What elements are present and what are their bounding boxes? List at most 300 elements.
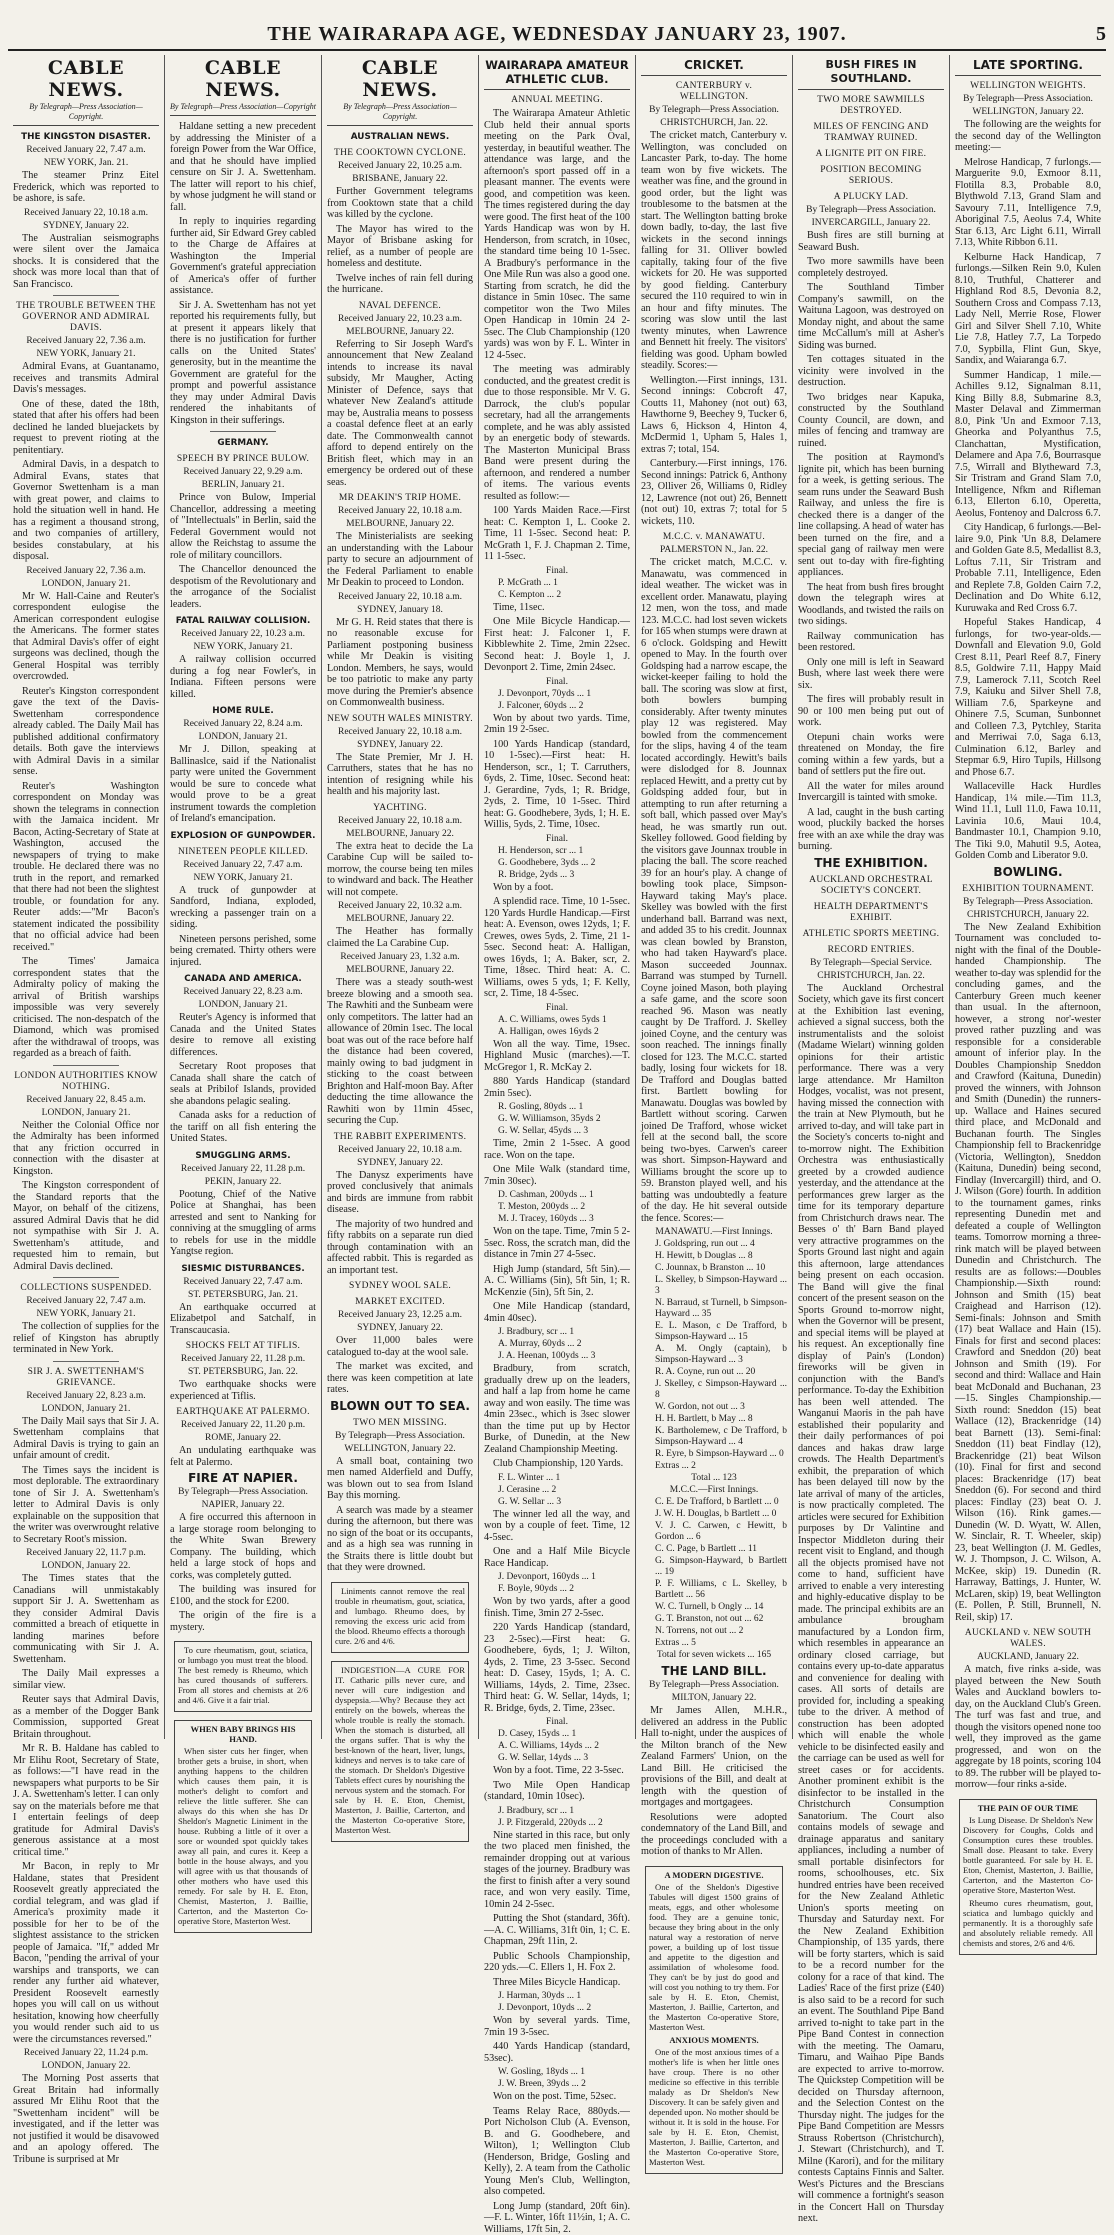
paragraph: The fires will probably result in 90 or 100 men being put out of work. bbox=[798, 694, 944, 729]
article-subheadline: MILES OF FENCING AND TRAMWAY RUINED. bbox=[798, 122, 944, 144]
paragraph: The Ministerialists are seeking an understanding with the Labour party to secure an adjournment of the Federal Parliament to enable Mr Deakin to proceed to London. bbox=[327, 531, 473, 589]
paragraph: The majority of two hundred and fifty rabbits on a separate run died through contamination with an affected rabbit. This is regarded as an important test. bbox=[327, 1219, 473, 1277]
paragraph: Reuter's Agency is informed that Canada and the United States desire to remove all existing differences. bbox=[170, 1012, 316, 1058]
dateline: MELBOURNE, January 22. bbox=[327, 519, 473, 530]
paragraph: Haldane setting a new precedent by addressing the Minister of a foreign Power from the War Office, and that he should have implied censure on Sir J. A. Swettenham. The latter will report to his chief, by whose judgment he will stand or fall. bbox=[170, 121, 316, 213]
paragraph: The Auckland Orchestral Society, which gave its first concert at the Exhibition last evening, achieved a signal success, both the instrumentalists and the soloist (Madame Wielart) winning golden opinions for their artistic performance. There was a very large attendance. Mr Hamilton Hodges, vocalist, was not present, having missed the connection with the train at New Plymouth, but he arrived to-day, and will take part in the Society's concerts to-night and to-morrow night. The Exhibition Orchestra was enthusiastically greeted by a crowded audience yesterday, and the attendance at the performances grew larger as the time for its temporary departure from Christchurch draws near. The Besses o' th' Barn Band played very attractive programmes on the Sports Ground last night and again this afternoon, large attendances being present on each occasion. The Band will give the final concert of the present season on the Sports Ground to-morrow night, when the Governor will be present, and special items will be played at his request. An exceptionally fine display of Pain's (London) fireworks will be given in conjunction with the Band's performance. To-day the Exhibition has been well attended. The Wanganui Maoris in the pah have established their popularity and their daily performances of poi dances and hakas draw large crowds. The Health Department's exhibit, the preparation of which has been delayed till now by the late arrival of many of the articles, is now practically completed. The articles were secured for Exhibition purposes by Dr Valintine and Inspector Middleton during their recent visit to England, and though all the objects promised have not come to hand, sufficient have arrived to enable a very interesting and highly-educative display to be made. The principal exhibits are an ambulance brougham manufactured by a London firm, which resembles in appearance an ordinary closed carriage, but contains every up-to-date apparatus and convenience for dealing with cases. All sorts of details are provided for, including a speaking tube to the driver. A method of construction has been adopted which will enable the whole vehicle to be disinfected easily and the carriage can be used as well for street cases or for accidents. Another prominent exhibit is the disinfector to be installed in the Christchurch Consumption Sanatorium. The Court also contains models of sewage and drainage apparatus and sanitary appliances, including a number of small portable disinfectors for rooms, schoolhouses, etc. Six hundred entries have been received for the New Zealand Athletic Union's sports meeting on Thursday and Saturday next. For the New Zealand Exhibition Championship, of 135 yards, there will be forty starters, which is said to be a record number for the colony for a race of that kind. The Ladies' Race of the first prize (£40) is also said to be a record for such an event. The Southland Pipe Band arrived to-night to take part in the Pipe Band Contest in connection with the meeting. The Oamaru, Timaru, and Waihao Pipe Bands are expected to arrive to-morrow. The Quickstep Competition will be decided on Thursday afternoon, and the Selection Contest on the Thursday night. The judges for the Pipe Band Competition are Messrs Strauss Robertson (Christchurch), J. Stewart (Christchurch), and T. Milne (Karori), and for the military contests Captains Finnis and Salter. West's Pictures and the Brescians will commence a fortnight's season in the Concert Hall on Thursday next. bbox=[798, 983, 944, 2225]
paragraph: Only one mill is left in Seaward Bush, where last week there were six. bbox=[798, 657, 944, 692]
dateline: NEW YORK, Jan. 21. bbox=[13, 158, 159, 169]
score-line: J. Skelley, c Simpson-Hayward ... 8 bbox=[655, 1379, 787, 1401]
paragraph: 220 Yards Handicap (standard, 23 2-5sec).—First heat: G. Goodhebere, 6yds, 1; J. Wilton, 4yds, 2. Time, 23 3-5sec. Second heat: D. Casey, 15yds, 1; A. C. Williams, 14yds, 2. Time, 23sec. Third heat: G. W. Sellar, 14yds, 1; R. Bridge, 6yds, 2. Time, 23sec. bbox=[484, 1622, 630, 1714]
paragraph: Reuter's Washington correspondent on Monday was shown the telegrams in connection with the Jamaica incident. Mr Bacon, Acting-Secretary of State at Washington, accused the newspapers of trying to make trouble. He declared there was no truth in the report, and remarked that there had not been the slightest trouble, or foundation for any. Reuter adds:—"Mr Bacon's statement indicated the possibility that no official advice had been received." bbox=[13, 781, 159, 954]
article-headline: THE KINGSTON DISASTER. bbox=[13, 132, 159, 143]
result-line: J. P. Fitzgerald, 220yds ... 2 bbox=[498, 1818, 630, 1829]
advertisement bbox=[331, 1661, 469, 1842]
paragraph: Admiral Evans, at Guantanamo, receives and transmits Admiral Davis's messages. bbox=[13, 361, 159, 396]
advertisement-heading: A MODERN DIGESTIVE. bbox=[649, 1870, 779, 1880]
paragraph: The steamer Prinz Eitel Frederick, which was reported to be ashore, is safe. bbox=[13, 170, 159, 205]
paragraph: The Australian seismographs were silent over the Jamaica shocks. It is considered that the shock was more local than that of San Francisco. bbox=[13, 233, 159, 291]
result-line: A. C. Williams, owes 5yds 1 bbox=[498, 1015, 630, 1026]
score-line: R. Eyre, b Simpson-Hayward ... 0 bbox=[655, 1449, 787, 1460]
paragraph: One Mile Handicap (standard, 4min 40sec). bbox=[484, 1301, 630, 1324]
paragraph: The extra heat to decide the La Carabine Cup will be sailed to-morrow, the course being ten miles to windward and back. The Heather will not compete. bbox=[327, 841, 473, 899]
advertisement-heading: ANXIOUS MOMENTS. bbox=[649, 2035, 779, 2045]
received-line: Received January 23, 12.25 a.m. bbox=[327, 1310, 473, 1321]
article-subheadline: A PLUCKY LAD. bbox=[798, 192, 944, 203]
paragraph: The New Zealand Exhibition Tournament was concluded to-night with the final of the Double-handed Championship. The weather to-day was splendid for the concluding games, and the Canterbury Green much keener than usual. In the afternoon, however, a strong nor'-wester proved rather puzzling and was responsible for a considerable amount of inferior play. In the Doubles Championship Sneddon and Crawford (Kaituna, Dunedin) proved the winners, with Johnson and Smith (Dunedin) the runners-up. Wallace and Haines secured third place, and McDonald and Buchanan fourth. The Singles Championship fell to Brackenridge (Victoria, Wellington), Sneddon (Kaituna, Dunedin) being second, Findlay (Invercargill) third, and O. J. Wilson (Gore) fourth. In addition to the tournament games, rinks representing Dunedin met and defeated a couple of Wellington teams. Tomorrow morning a three-rink match will be played between Dunedin and Christchurch. The results are as follows:—Doubles Championship.—Sixth round: Johnson and Smith (15) beat Craighead and Harrison (12). Semi-finals: Johnson and Smith (17) beat Wallace and Hain (15). Finals for first and second places: Crawford and Sneddon (20) beat Johnson and Smith (19). For second and third: Wallace and Hain beat McDonald and Buchanan, 23—15. Singles Championship.—Sixth round: Sneddon (15) beat Wallace (12), Brackenridge (14) beat Barnett (13). Semi-final: Sneddon (11) beat Findlay (12), Brackenridge (21) beat Wilson (10). Final for first and second places: Brackenridge (17) beat Sneddon (6). For second and third places: Findlay (23) beat O. J. Wilson (16). Rink games.—Dunedin (W. D. Wyatt, W. Allen, W. Sinclair, R. T. Wheeler, skip) 23, beat Wellington (J. M. Gedles, W. J. Thompson, J. C. Wilson, A. McKee, skip) 19. Dunedin (R. Harraway, Battings, J. Hunter, W. McLaren, skip) 19, beat Wellington (E. Pollen, P. Still, Brunnell, N. Reil, skip) 17. bbox=[955, 922, 1101, 1624]
dateline: NEW YORK, January 21. bbox=[170, 642, 316, 653]
paragraph: Bush fires are still burning at Seaward Bush. bbox=[798, 230, 944, 253]
score-line: Extras ... 5 bbox=[655, 1638, 787, 1649]
paragraph: Reuter says that Admiral Davis, as a member of the Dogger Bank Commission, supported Great Britain throughout. bbox=[13, 1694, 159, 1740]
paragraph: Time, 11sec. bbox=[484, 602, 630, 614]
result-line: J. A. Heenan, 100yds ... 3 bbox=[498, 1351, 630, 1362]
score-line: C. C. Page, b Bartlett ... 11 bbox=[655, 1544, 787, 1555]
article-subheadline: NAVAL DEFENCE. bbox=[327, 301, 473, 312]
dateline: SYDNEY, January 18. bbox=[327, 605, 473, 616]
paragraph: One Mile Bicycle Handicap.—First heat: J. Falconer 1, F. Kibblewhite 2. Time, 2min 22sec. Second heat: J. Boyle 1, J. Devonport 2. Time, 2min 24sec. bbox=[484, 616, 630, 674]
column-heading: CRICKET. bbox=[641, 58, 787, 76]
result-line: J. Devonport, 10yds ... 2 bbox=[498, 2003, 630, 2014]
article-headline: SIR J. A. SWETTENHAM'S GRIEVANCE. bbox=[13, 1367, 159, 1389]
paragraph: Wallaceville Hack Hurdles Handicap, 1¼ mile.—Tim 11.3, Wind 11.1, Lull 11.0, Fawa 10.11, Lavinia 10.6, Maui 10.4, Bandmaster 10.1, Champion 9.10, The Tiki 9.0, Mahutil 9.5, Aotea, Golden Comb and Liberator 9.0. bbox=[955, 781, 1101, 862]
innings-total: Total ... 123 bbox=[641, 1473, 787, 1484]
paragraph: Two earthquake shocks were experienced at Tiflis. bbox=[170, 1379, 316, 1402]
result-line: T. Meston, 200yds ... 2 bbox=[498, 1202, 630, 1213]
advertisement bbox=[174, 1641, 312, 1712]
received-line: Received January 22, 9.29 a.m. bbox=[170, 467, 316, 478]
byline: By Telegraph—Press Association—Copyright bbox=[170, 102, 316, 116]
article-subheadline: EXHIBITION TOURNAMENT. bbox=[955, 884, 1101, 895]
byline: By Telegraph—Press Association—Copyright. bbox=[327, 102, 473, 126]
paragraph: Time, 2min 2 1-5sec. A good race. Won on the tape. bbox=[484, 1138, 630, 1161]
article-subheadline: ATHLETIC SPORTS MEETING. bbox=[798, 929, 944, 940]
result-line: F. L. Winter ... 1 bbox=[498, 1473, 630, 1484]
result-line: J. W. Breen, 39yds ... 2 bbox=[498, 2079, 630, 2090]
divider bbox=[53, 1065, 119, 1066]
paragraph: Ten cottages situated in the vicinity were involved in the destruction. bbox=[798, 354, 944, 389]
dateline: MELBOURNE, January 22. bbox=[327, 829, 473, 840]
dateline: WELLINGTON, January 22. bbox=[327, 1444, 473, 1455]
paragraph: The cricket match, M.C.C. v. Manawatu, was commenced in ideal weather. The wicket was in excellent order. Manawatu, playing 12 men, won the toss, and made 123. M.C.C. had lost seven wickets for 165 when stumps were drawn at 6 o'clock. Goldsping and Hewitt opened to May. In the fourth over Goldsping had a narrow escape, the wicket-keeper failing to hold the ball. The scoring was slow at first, both bowlers bumping considerably. After twenty minutes play 12 was registered. May bowled from the commencement for the slips, having 4 of the team located accordingly. Hewitt's bails were dislodged for 8. Jounnax replaced Hewitt, and a pretty cut by Goldsping added four, but in attempting to run after returning a soft ball, which passed over May's head, he was smartly run out. Skelley followed. Good fielding by the visitors gave Jounnax trouble in placing the ball. The score reached 39 for an hour's play. A change of bowling took place, Simpson-Hayward taking May's place. Skelley was bowled with the first underhand ball. Barrand was next, and added 35 to his credit. Jounnax was clean bowled by Branston, who had taken Hayward's place. Mason succeeded Jounnax. Barrand was stumped by Turnell. Coyne joined Mason, both playing a safe game, and the score soon reached 96. Mason was neatly caught by De Trafford. J. Skelley joined Coyne, and the century was soon reached. The innings finally closed for 123. The M.C.C. started badly, losing four wickets for 18. De Trafford and Douglas batted first. Bartlett bowling for Manawatu. Douglas was bowled by Bartlett without scoring. Carwen joined De Trafford, whose wicket fell at the second ball, the score being two-byes. Carwen's career was short. Simpson-Hayward and Williams brought the score up to 59. Branston played well, and his batting was undoubtedly a feature of the day. He hit several outside the fence. Scores:— bbox=[641, 557, 787, 1224]
article-headline: HOME RULE. bbox=[170, 706, 316, 717]
result-line: G. W. Williamson, 35yds 2 bbox=[498, 1114, 630, 1125]
paragraph: Over 11,000 bales were catalogued to-day at the wool sale. bbox=[327, 1335, 473, 1358]
paragraph: Twelve inches of rain fell during the hurricane. bbox=[327, 273, 473, 296]
column-3 bbox=[322, 55, 479, 1739]
paragraph: The Daily Mail says that Sir J. A. Swettenham complains that Admiral Davis is trying to gain an unfair amount of credit. bbox=[13, 1416, 159, 1462]
paragraph: The Wairarapa Amateur Athletic Club held their annual sports meeting on the Park Oval, yesterday, in beautiful weather. The attendance was large, and the afternoon's sport passed off in a pleasant manner. The events were good, and competition was keen. The times registered during the day were good. The first heat of the 100 Yards Handicap was won by H. Henderson, from scratch, in 10sec, the standard time being 10 1-5sec. A Bradbury's performance in the One Mile Run was also a good one. Starting from scratch, he did the distance in 5min 10sec. The same competitor won the Two Miles Open Handicap in 10min 24 2-5sec. The Club Championship (120 yards) was won by F. L. Winter in 12 4-5sec. bbox=[484, 108, 630, 361]
result-line: P. McGrath ... 1 bbox=[498, 578, 630, 589]
column-4 bbox=[479, 55, 636, 1739]
received-line: Received January 22, 7.47 a.m. bbox=[170, 1277, 316, 1288]
article-headline: FATAL RAILWAY COLLISION. bbox=[170, 616, 316, 627]
article-headline: CANADA AND AMERICA. bbox=[170, 974, 316, 985]
paragraph: 440 Yards Handicap (standard, 53sec). bbox=[484, 2041, 630, 2064]
final-label: Final. bbox=[484, 1003, 630, 1014]
masthead bbox=[8, 6, 1106, 51]
result-line: C. Kempton ... 2 bbox=[498, 590, 630, 601]
paragraph: The origin of the fire is a mystery. bbox=[170, 1610, 316, 1633]
advertisement-heading: WHEN BABY BRINGS HIS HAND. bbox=[178, 1724, 308, 1744]
dateline: LONDON, January 21. bbox=[170, 732, 316, 743]
article-subheadline: POSITION BECOMING SERIOUS. bbox=[798, 165, 944, 187]
dateline: BRISBANE, January 22. bbox=[327, 174, 473, 185]
byline: By Telegraph—Press Association. bbox=[798, 205, 944, 216]
article-subheadline: MARKET EXCITED. bbox=[327, 1297, 473, 1308]
dateline: WELLINGTON, January 22. bbox=[955, 107, 1101, 118]
dateline: NEW YORK, January 21. bbox=[13, 1309, 159, 1320]
dateline: LONDON, January 21. bbox=[170, 1000, 316, 1011]
paragraph: The Chancellor denounced the despotism of the Revolutionary and the arrogance of the Socialist leaders. bbox=[170, 564, 316, 610]
paragraph: An undulating earthquake was felt at Palermo. bbox=[170, 1445, 316, 1468]
result-line: J. Bradbury, scr ... 1 bbox=[498, 1327, 630, 1338]
advertisement-heading: THE PAIN OF OUR TIME bbox=[963, 1803, 1093, 1813]
byline: By Telegraph—Press Association. bbox=[955, 94, 1101, 105]
paragraph: Won by about two yards. Time, 2min 19 2-5sec. bbox=[484, 713, 630, 736]
column-heading: CABLE NEWS. bbox=[170, 57, 316, 101]
paragraph: Won on the tape. Time, 7min 5 2-5sec. Ross, the scratch man, did the distance in 7min 27 4-5sec. bbox=[484, 1226, 630, 1261]
article-subheadline: NEW SOUTH WALES MINISTRY. bbox=[327, 714, 473, 725]
paragraph: The market was excited, and there was keen competition at late rates. bbox=[327, 1361, 473, 1396]
paragraph: The cricket match, Canterbury v. Wellington, was concluded on Lancaster Park, to-day. The home team won by five wickets. The weather was fine, and the ground in good order, but the light was troublesome to the batsmen at the start. The Wellington batting broke down badly, to-day, the last five wickets in the second innings falling for 31. Olliver bowled capitally, taking four of the five wickets for 20. He was supported by good fielding. Canterbury secured the 110 required to win in an hour and fifty minutes. The scoring was slow until the last twenty minutes, when Lawrence and Bennett hit freely. The visitors' fielding was good. Upham bowled steadily. Scores:— bbox=[641, 130, 787, 372]
dateline: ST. PETERSBURG, Jan. 21. bbox=[170, 1290, 316, 1301]
article-headline: SMUGGLING ARMS. bbox=[170, 1151, 316, 1162]
article-headline: FIRE AT NAPIER. bbox=[170, 1471, 316, 1485]
divider bbox=[53, 1361, 119, 1362]
received-line: Received January 22, 10.23 a.m. bbox=[327, 314, 473, 325]
received-line: Received January 22, 8.23 a.m. bbox=[13, 1391, 159, 1402]
paragraph: 100 Yards Handicap (standard, 10 1-5sec).—First heat: H. Henderson, scr., 1; T. Carruthers, 6yds, 2. Time, 10sec. Second heat: J. Gerardine, 7yds, 1; R. Bridge, 2yds, 2. Time, 10 1-5sec. Third heat: G. Goodhebere, 3yds, 1; H. E. Willis, 5yds, 2. Time, 10sec. bbox=[484, 739, 630, 831]
paragraph: Canada asks for a reduction of the tariff on all fish entering the United States. bbox=[170, 1110, 316, 1145]
paragraph: One Mile Walk (standard time, 7min 30sec). bbox=[484, 1164, 630, 1187]
advertisement-text: When sister cuts her finger, when brother gets a bruise, in short, when anything happens to the children which causes them pain, it is mother's delight to comfort and relieve the little sufferer. She can always do this when she has Dr Sheldon's Magnetic Liniment in the house. Rubbing a little of it over a sore or wounded spot quickly takes away all pain, and cures it. Keep a bottle in the house always, and you will agree with us that thousands of other mothers who have used this remedy. For sale by H. E. Eton, Chemist, Masterton, J. Baillie, Carterton, and the Masterton Co-operative Store, Masterton West. bbox=[178, 1746, 308, 1926]
final-label: Final. bbox=[484, 677, 630, 688]
score-line: A. M. Ongly (captain), b Simpson-Hayward ... 3 bbox=[655, 1344, 787, 1366]
byline: By Telegraph—Press Association. bbox=[641, 1680, 787, 1691]
article-headline: AUSTRALIAN NEWS. bbox=[327, 132, 473, 143]
paragraph: The Daily Mail expresses a similar view. bbox=[13, 1668, 159, 1691]
paragraph: Sir J. A. Swettenham has not yet reported his requirements fully, but at present it appears likely that there is no justification for further calls on the United States' generosity, but in the meantime the Government are grateful for the prompt and powerful assistance they may under Admiral Davis rendered the inhabitants of Kingston in their sufferings. bbox=[170, 300, 316, 427]
received-line: Received January 22, 10.18 a.m. bbox=[327, 1145, 473, 1156]
paragraph: The Times says the incident is most deplorable. The extraordinary tone of Sir J. A. Swettenham's letter to Admiral Davis is only explainable on the supposition that the writer was overwrought relative to Secretary Root's mission. bbox=[13, 1465, 159, 1546]
divider bbox=[53, 295, 119, 296]
paragraph: The meeting was admirably conducted, and the greatest credit is due to those responsible. Mr V. G. Darrock, the club's popular secretary, had all the arrangements complete, and he was ably assisted by an energetic body of stewards. The Masterton Municipal Brass Band were present during the afternoon, and rendered a number of items. The various events resulted as follow:— bbox=[484, 364, 630, 502]
result-line: D. Cashman, 200yds ... 1 bbox=[498, 1190, 630, 1201]
paragraph: Won by several yards. Time, 7min 19 3-5sec. bbox=[484, 2015, 630, 2038]
paragraph: Admiral Davis, in a despatch to Admiral Evans, states that Governor Swettenham is a man with great power, and claims to hold the situation well in hand. He has a regiment a thousand strong, and two companies of artillery, besides constabulary, at his disposal. bbox=[13, 459, 159, 563]
paragraph: Won all the way. Time, 19sec. Highland Music (marches).—T. McGregor 1, R. McKay 2. bbox=[484, 1039, 630, 1074]
received-line: Received January 22, 10.18 a.m. bbox=[327, 592, 473, 603]
advertisement-text: Rheumo cures rheumatism, gout, sciatica and lumbago quickly and permanently. It is a thoroughly safe and absolutely reliable remedy. All chemists and stores, 2/6 and 4/6. bbox=[963, 1898, 1093, 1948]
received-line: Received January 22, 7.47 a.m. bbox=[13, 145, 159, 156]
received-line: Received January 22, 8.45 a.m. bbox=[13, 1095, 159, 1106]
score-line: W. Gordon, not out ... 3 bbox=[655, 1402, 787, 1413]
result-line: M. J. Tracey, 160yds ... 3 bbox=[498, 1214, 630, 1225]
article-headline: THE TROUBLE BETWEEN THE GOVERNOR AND ADMIRAL DAVIS. bbox=[13, 301, 159, 334]
paragraph: Teams Relay Race, 880yds.—Port Nicholson Club (A. Evenson, B. and G. Goodhebere, and Wilton), 1; Wellington Club (Henderson, Bridge, Gosling and Kelly), 2. A team from the Catholic Young Men's Club, Wellington, also competed. bbox=[484, 2106, 630, 2198]
received-line: Received January 22, 8.24 a.m. bbox=[170, 719, 316, 730]
paragraph: Summer Handicap, 1 mile.—Achilles 9.12, Signalman 8.11, King Billy 8.8, Submarine 8.3, Master Delaval and Zimmerman 8.0, Pink 'Un and Exmoor 7.13, Gheorka and Polyanthus 7.5, Clanchattan, Mystification, Delamere and Apa 7.6, Bourrasque 7.5, Wirrall and Blytheward 7.3, Sir Tristram and Grand Slam 7.0, Intelligence, Nfkm and Rifleman 6.13, Ellerton 6.10, Operetta, Aeolus, Fontenoy and Dalcross 6.7. bbox=[955, 370, 1101, 520]
article-subheadline: SHOCKS FELT AT TIFLIS. bbox=[170, 1341, 316, 1352]
final-label: Final. bbox=[484, 566, 630, 577]
column-heading: BUSH FIRES IN SOUTHLAND. bbox=[798, 58, 944, 90]
article-headline: THE EXHIBITION. bbox=[798, 856, 944, 870]
paragraph: Further Government telegrams from Cooktown state that a child was killed by the cyclone. bbox=[327, 186, 473, 221]
newspaper-title: THE WAIRARAPA AGE, WEDNESDAY JANUARY 23, 1907. bbox=[38, 23, 1076, 46]
dateline: AUCKLAND, January 22. bbox=[955, 1652, 1101, 1663]
dateline: NEW YORK, January 21. bbox=[13, 349, 159, 360]
article-headline: EXPLOSION OF GUNPOWDER. bbox=[170, 831, 316, 842]
article-subheadline: TWO MEN MISSING. bbox=[327, 1418, 473, 1429]
column-heading: CABLE NEWS. bbox=[13, 57, 159, 101]
paragraph: A small boat, containing two men named Alderfield and Duffy, was blown out to sea from Island Bay this morning. bbox=[327, 1456, 473, 1502]
score-line: L. Skelley, b Simpson-Hayward ... 3 bbox=[655, 1275, 787, 1297]
article-subheadline: SPEECH BY PRINCE BULOW. bbox=[170, 454, 316, 465]
result-line: G. W. Sellar ... 3 bbox=[498, 1497, 630, 1508]
dateline: SYDNEY, January 22. bbox=[327, 1323, 473, 1334]
dateline: SYDNEY, January 22. bbox=[13, 221, 159, 232]
byline: By Telegraph—Special Service. bbox=[798, 958, 944, 969]
dateline: SYDNEY, January 22. bbox=[327, 1158, 473, 1169]
paragraph: Melrose Handicap, 7 furlongs.—Marguerite 9.0, Exmoor 8.11, Flotilla 8.3, Probable 8.0, Blythwold 7.13, Grand Slam and Savoury 7.11, Intelligence 7.9, Aboriginal 7.5, Aeolus 7.4, White Star 6.13, Arc Light 6.11, Wirrall 7.13, White Ribbon 6.11. bbox=[955, 157, 1101, 249]
score-line: K. Bartholemew, c De Trafford, b Simpson-Hayward ... 4 bbox=[655, 1426, 787, 1448]
result-line: A. Halligan, owes 16yds 2 bbox=[498, 1027, 630, 1038]
received-line: Received January 22, 11.7 p.m. bbox=[13, 1548, 159, 1559]
article-headline: LONDON AUTHORITIES KNOW NOTHING. bbox=[13, 1071, 159, 1093]
column-heading: LATE SPORTING. bbox=[955, 58, 1101, 76]
paragraph: One and a Half Mile Bicycle Race Handicap. bbox=[484, 1546, 630, 1569]
advertisement bbox=[331, 1582, 469, 1653]
received-line: Received January 22, 10.23 a.m. bbox=[170, 629, 316, 640]
paragraph: Resolutions were adopted condemnatory of the Land Bill, and the proceedings concluded with a motion of thanks to Mr Allen. bbox=[641, 1812, 787, 1858]
received-line: Received January 22, 10.18 a.m. bbox=[13, 208, 159, 219]
received-line: Received January 22, 11.20 p.m. bbox=[170, 1420, 316, 1431]
final-label: Final. bbox=[484, 834, 630, 845]
paragraph: The Danysz experiments have proved conclusively that animals and birds are immune from rabbit disease. bbox=[327, 1170, 473, 1216]
paragraph: Long Jump (standard, 20ft 6in).—F. L. Winter, 16ft 11½in, 1; A. C. Williams, 17ft 5in, 2. bbox=[484, 2201, 630, 2235]
paragraph: A railway collision occurred during a fog near Fowler's, in Indiana. Fifteen persons were killed. bbox=[170, 654, 316, 700]
paragraph: 100 Yards Maiden Race.—First heat: C. Kempton 1, L. Cooke 2. Time, 11 1-5sec. Second heat: P. McGrath 1, F. J. Chapman 2. Time, 11 1-5sec. bbox=[484, 505, 630, 563]
paragraph: The Times' Jamaica correspondent states that the Admiralty policy of making the arrival of British warships impossible was very severely criticised. The non-despatch of the Diamond, which was promised after the withdrawal of troops, was regarded as a breach of faith. bbox=[13, 956, 159, 1060]
result-line: D. Casey, 15yds ... 1 bbox=[498, 1729, 630, 1740]
score-line: H. Hewitt, b Douglas ... 8 bbox=[655, 1251, 787, 1262]
dateline: SYDNEY, January 22. bbox=[327, 740, 473, 751]
score-line: H. H. Bartlett, b May ... 8 bbox=[655, 1414, 787, 1425]
paragraph: There was a steady south-west breeze blowing and a smooth sea. The Rawhiti and the Sunbeam were only competitors. The latter had an allowance of 20min 1sec. The local boat was out of the race before half the distance had been covered, mainly owing to bad judgment in sticking to the coast between Brighton and Half-moon Bay. After deducting the time allowance the Rawhiti won by 11min 45sec, securing the Cup. bbox=[327, 977, 473, 1127]
paragraph: Mr W. Hall-Caine and Reuter's correspondent eulogise the American correspondent eulogise the Americans. The former states that Admiral Davis's offer of eight surgeons was declined, though the General Hospital was terribly overcrowded. bbox=[13, 591, 159, 683]
article-subheadline: ANNUAL MEETING. bbox=[484, 95, 630, 106]
article-subheadline: AUCKLAND v. NEW SOUTH WALES. bbox=[955, 1628, 1101, 1650]
paragraph: Wellington.—First innings, 131. Second innings: Cobcroft 47, Coutts 11, Mahoney (not out) 63, Hawthorne 9, Beechey 9, Tucker 6, Laws 6, Hickson 4, Hinton 4, McDermid 1, Upham 5, Hales 1, extras 7; total, 154. bbox=[641, 375, 787, 456]
dateline: CHRISTCHURCH, Jan. 22. bbox=[798, 971, 944, 982]
innings-heading: MANAWATU.—First Innings. bbox=[641, 1227, 787, 1238]
paragraph: Three Miles Bicycle Handicap. bbox=[484, 1977, 630, 1989]
column-2 bbox=[165, 55, 322, 1739]
received-line: Received January 22, 11.24 p.m. bbox=[13, 2048, 159, 2059]
score-line: W. C. Turnell, b Ongly ... 14 bbox=[655, 1602, 787, 1613]
paragraph: All the water for miles around Invercargill is tainted with smoke. bbox=[798, 781, 944, 804]
result-line: A. Murray, 60yds ... 2 bbox=[498, 1339, 630, 1350]
paragraph: The heat from bush fires brought down the telegraph wires at Woodlands, and twisted the rails on two sidings. bbox=[798, 582, 944, 628]
article-subheadline: WELLINGTON WEIGHTS. bbox=[955, 81, 1101, 92]
paragraph: Mr G. H. Reid states that there is no reasonable excuse for Parliament postponing business while Mr Deakin is visiting London. Members, he says, would be too patriotic to make any party move during the Premier's absence on Commonwealth business. bbox=[327, 617, 473, 709]
paragraph: An earthquake occurred at Elizabetpol and Satchalf, in Transcaucasia. bbox=[170, 1302, 316, 1337]
dateline: CHRISTCHURCH, January 22. bbox=[955, 910, 1101, 921]
paragraph: City Handicap, 6 furlongs.—Bel-laire 9.0, Pink 'Un 8.8, Delamere and Golden Gate 8.5, Medallist 8.3, Loftus 7.11, Sir Tristram and Probable 7.11, Intelligence, Eden and Replete 7.8, Golden Cairn 7.2, Declination and Do White 6.12, Kuruwaka and Red Cross 6.7. bbox=[955, 522, 1101, 614]
article-subheadline: TWO MORE SAWMILLS DESTROYED. bbox=[798, 95, 944, 117]
paragraph: Nineteen persons perished, some being cremated. Thirty others were injured. bbox=[170, 934, 316, 969]
score-line: N. Torrens, not out ... 2 bbox=[655, 1626, 787, 1637]
paragraph: Mr J. Dillon, speaking at Ballinaslce, said if the Nationalist party were united the Government would be sure to concede what would prove to be a great instrument towards the completion of Ireland's emancipation. bbox=[170, 744, 316, 825]
divider bbox=[53, 1277, 119, 1278]
article-subheadline: AUCKLAND ORCHESTRAL SOCIETY'S CONCERT. bbox=[798, 875, 944, 897]
paragraph: Public Schools Championship, 220 yds.—C. Ellers 1, H. Fox 2. bbox=[484, 1951, 630, 1974]
byline: By Telegraph—Press Association. bbox=[170, 1487, 316, 1498]
received-line: Received January 22, 11.28 p.m. bbox=[170, 1164, 316, 1175]
received-line: Received January 22, 7.47 a.m. bbox=[170, 860, 316, 871]
paragraph: High Jump (standard, 5ft 5in).—A. C. Williams (5in), 5ft 5in, 1; R. McKenzie (5in), 5ft 5in, 2. bbox=[484, 1264, 630, 1299]
result-line: W. Gosling, 18yds ... 1 bbox=[498, 2067, 630, 2078]
advertisement bbox=[959, 1799, 1097, 1955]
paragraph: A search was made by a steamer during the afternoon, but there was no sign of the boat or its occupants, and as a high sea was running in the Straits there is little doubt but that they were drowned. bbox=[327, 1505, 473, 1574]
article-subheadline: M.C.C. v. MANAWATU. bbox=[641, 532, 787, 543]
dateline: MELBOURNE, January 22. bbox=[327, 965, 473, 976]
paragraph: Mr Bacon, in reply to Mr Haldane, states that President Roosevelt greatly appreciated the cordial telegram, and was glad if America's proximity made it possible for her to be of the slightest assistance to the stricken people of Jamaica. "If," added Mr Bacon, "pending the arrival of your warships and transports, we can render any further aid whatever, President Roosevelt earnestly hopes you will call on us without hesitation, knowing how cheerfully you would render such aid to us were the circumstances reversed." bbox=[13, 1861, 159, 2045]
divider bbox=[210, 431, 276, 432]
dateline: LONDON, January 22. bbox=[13, 1561, 159, 1572]
result-line: J. Devonport, 160yds ... 1 bbox=[498, 1572, 630, 1583]
advertisement bbox=[645, 1866, 783, 2174]
paragraph: Two Mile Open Handicap (standard, 10min 10sec). bbox=[484, 1780, 630, 1803]
result-line: F. Boyle, 90yds ... 2 bbox=[498, 1584, 630, 1595]
result-line: R. Bridge, 2yds ... 3 bbox=[498, 870, 630, 881]
dateline: LONDON, January 21. bbox=[13, 1108, 159, 1119]
paragraph: Mr James Allen, M.H.R., delivered an address in the Public Hall to-night, under the auspices of the Milton branch of the New Zealand Farmers' Union, on the Land Bill. He criticised the provisions of the Bill, and dealt at length with the question of mortgages and mortgagees. bbox=[641, 1705, 787, 1809]
article-headline: THE LAND BILL. bbox=[641, 1664, 787, 1678]
advertisement-text: One of the most anxious times of a mother's life is when her little ones have croup. There is no other medicine so effective in this terrible malady as Dr Sheldon's New Discovery. It can be safely given and depended upon. No mother should be without it. It is sold in the house. For sale by H. E. Eton, Chemist, Masterton, J. Baillie, Carterton, and the Masterton Co-operative Store, Masterton West. bbox=[649, 2047, 779, 2167]
paragraph: Won by a foot. bbox=[484, 882, 630, 894]
advertisement bbox=[174, 1720, 312, 1933]
article-subheadline: A LIGNITE PIT ON FIRE. bbox=[798, 149, 944, 160]
paragraph: Two bridges near Kapuka, constructed by the Southland County Council, are down, and miles of fencing and tramway are ruined. bbox=[798, 392, 944, 450]
dateline: BERLIN, January 21. bbox=[170, 480, 316, 491]
score-line: R. A. Coyne, run out ... 20 bbox=[655, 1367, 787, 1378]
result-line: J. Harman, 30yds ... 1 bbox=[498, 1991, 630, 2002]
dateline: LONDON, January 21. bbox=[13, 579, 159, 590]
advertisement-text: Liniments cannot remove the real trouble in rheumatism, gout, sciatica, and lumbago. Rheumo does, by removing the excess uric acid from the blood. Rheumo effects a thorough cure. 2/6 and 4/6. bbox=[335, 1586, 465, 1646]
article-subheadline: THE RABBIT EXPERIMENTS. bbox=[327, 1132, 473, 1143]
received-line: Received January 22, 10.18 a.m. bbox=[327, 727, 473, 738]
article-headline: SIESMIC DISTURBANCES. bbox=[170, 1264, 316, 1275]
paragraph: Railway communication has been restored. bbox=[798, 631, 944, 654]
paragraph: The following are the weights for the second day of the Wellington meeting:— bbox=[955, 119, 1101, 154]
received-line: Received January 22, 7.47 a.m. bbox=[13, 1296, 159, 1307]
score-line: Extras ... 2 bbox=[655, 1461, 787, 1472]
article-subheadline: SYDNEY WOOL SALE. bbox=[327, 1281, 473, 1292]
dateline: MELBOURNE, January 22. bbox=[327, 327, 473, 338]
received-line: Received January 22, 11.28 p.m. bbox=[170, 1354, 316, 1365]
dateline: MELBOURNE, January 22. bbox=[327, 914, 473, 925]
dateline: PALMERSTON N., Jan. 22. bbox=[641, 545, 787, 556]
article-subheadline: EARTHQUAKE AT PALERMO. bbox=[170, 1407, 316, 1418]
article-subheadline: CANTERBURY v. WELLINGTON. bbox=[641, 81, 787, 103]
paragraph: Prince von Bulow, Imperial Chancellor, addressing a meeting of "Intellectuals" in Berlin, said the Federal Government would not allow the Reichstag to assume the role of military councillors. bbox=[170, 492, 316, 561]
received-line: Received January 22, 10.18 a.m. bbox=[327, 506, 473, 517]
result-line: J. Falconer, 60yds ... 2 bbox=[498, 701, 630, 712]
page-number: 5 bbox=[1076, 23, 1106, 46]
result-line: J. Devonport, 70yds ... 1 bbox=[498, 689, 630, 700]
received-line: Received January 22, 10.18 a.m. bbox=[327, 816, 473, 827]
result-line: J. Cerasine ... 2 bbox=[498, 1485, 630, 1496]
dateline: NAPIER, January 22. bbox=[170, 1500, 316, 1511]
paragraph: The State Premier, Mr J. H. Carruthers, states that he has no intention of resigning while his health and his majority last. bbox=[327, 752, 473, 798]
score-line: V. J. C. Carwen, c Hewitt, b Gordon ... 6 bbox=[655, 1521, 787, 1543]
column-heading: WAIRARAPA AMATEUR ATHLETIC CLUB. bbox=[484, 58, 630, 90]
paragraph: Referring to Sir Joseph Ward's announcement that New Zealand intends to increase its naval subsidy, Mr Maugher, Acting Minister of Defence, says that whatever New Zealand's attitude may be, Australia means to possess a coastal defence fleet at an early date. The Commonwealth cannot afford to depend entirely on the British fleet, which may in an emergency be ordered out of these seas. bbox=[327, 339, 473, 489]
score-line: N. Barraud, st Turnell, b Simpson-Hayward ... 35 bbox=[655, 1298, 787, 1320]
score-line: G. T. Branston, not out ... 62 bbox=[655, 1614, 787, 1625]
received-line: Received January 23, 1.32 a.m. bbox=[327, 952, 473, 963]
result-line: R. Gosling, 80yds ... 1 bbox=[498, 1102, 630, 1113]
paragraph: Club Championship, 120 Yards. bbox=[484, 1458, 630, 1470]
paragraph: In reply to inquiries regarding further aid, Sir Edward Grey cabled to the Charge de Affaires at Washington the Imperial Government's grateful appreciation of America's offer of further assistance. bbox=[170, 216, 316, 297]
paragraph: The Southland Timber Company's sawmill, on the Waituna Lagoon, was destroyed on Monday night, and about the same time McCallum's mill at Asher's Siding was burned. bbox=[798, 282, 944, 351]
result-line: G. W. Sellar, 14yds ... 3 bbox=[498, 1753, 630, 1764]
column-6 bbox=[793, 55, 950, 1739]
advertisement-text: Is Lung Disease. Dr Sheldon's New Discovery for Coughs, Colds and Consumption cures these troubles. Small dose. Pleasant to take. Every bottle guaranteed. For sale by H. E. Eton, Chemist, Masterton, J. Baillie, Carterton, and the Masterton Co-operative Store, Masterton West. bbox=[963, 1815, 1093, 1895]
article-headline: BLOWN OUT TO SEA. bbox=[327, 1399, 473, 1413]
dateline: PEKIN, January 22. bbox=[170, 1177, 316, 1188]
column-5 bbox=[636, 55, 793, 1739]
score-line: J. Goldspring, run out ... 4 bbox=[655, 1239, 787, 1250]
paragraph: A fire occurred this afternoon in a large storage room belonging to the White Swan Brewery Company. The building, which held a large stock of hops and corks, was completely gutted. bbox=[170, 1512, 316, 1581]
received-line: Received January 22, 10.25 a.m. bbox=[327, 161, 473, 172]
advertisement-text: To cure rheumatism, gout, sciatica, or lumbago you must treat the blood. The best remedy is Rheumo, which has cured thousands of sufferers. From all stores and chemists at 2/6 and 4/6. Give it a fair trial. bbox=[178, 1645, 308, 1705]
columns bbox=[8, 55, 1106, 1739]
paragraph: One of these, dated the 18th, stated that after his offers had been declined he landed bluejackets by request to prevent rioting at the penitentiary. bbox=[13, 399, 159, 457]
received-line: Received January 22, 10.32 a.m. bbox=[327, 901, 473, 912]
column-heading: CABLE NEWS. bbox=[327, 57, 473, 101]
paragraph: Secretary Root proposes that Canada shall share the catch of seals at Pribilof Islands, provided she abandons pelagic sealing. bbox=[170, 1061, 316, 1107]
paragraph: A splendid race. Time, 10 1-5sec. 120 Yards Hurdle Handicap.—First heat: A. Evenson, owes 12yds, 1; F. Crewes, owes 5yds, 2. Time, 21 1-5sec. Second heat: A. Halligan, owes 16yds, 1; A. Baker, scr, 2. Time, 18sec. Third heat: A. C. Williams, owes 5 yds, 1; F. Kelly, scr, 2. Time, 18 4-5sec. bbox=[484, 896, 630, 1000]
dateline: CHRISTCHURCH, Jan. 22. bbox=[641, 118, 787, 129]
dateline: LONDON, January 22. bbox=[13, 2061, 159, 2072]
paragraph: The building was insured for £100, and the stock for £200. bbox=[170, 1584, 316, 1607]
score-line: G. Simpson-Hayward, b Bartlett ... 19 bbox=[655, 1556, 787, 1578]
innings-total: Total for seven wickets ... 165 bbox=[641, 1650, 787, 1661]
result-line: G. W. Sellar, 45yds ... 3 bbox=[498, 1126, 630, 1137]
paragraph: Otepuni chain works were threatened on Monday, the fire coming within a few yards, but a band of settlers put the fire out. bbox=[798, 732, 944, 778]
score-line: E. L. Mason, c De Trafford, b Simpson-Hayward ... 15 bbox=[655, 1321, 787, 1343]
byline: By Telegraph—Press Association. bbox=[955, 897, 1101, 908]
received-line: Received January 22, 8.23 a.m. bbox=[170, 987, 316, 998]
article-headline: GERMANY. bbox=[170, 438, 316, 449]
dateline: NEW YORK, January 21. bbox=[170, 873, 316, 884]
paragraph: Mr R. B. Haldane has cabled to Mr Elihu Root, Secretary of State, as follows:—"I have read in the newspapers what purports to be Sir J. A. Swettenham's letter. I can only say on the materials before me that I entertain feelings of deep gratitude for Admiral Davis's generous assistance at a most critical time." bbox=[13, 1743, 159, 1858]
result-line: J. Bradbury, scr ... 1 bbox=[498, 1806, 630, 1817]
paragraph: Canterbury.—First innings, 176. Second innings: Patrick 6, Anthony 23, Olliver 26, Williams 0, Ridley 12, Lawrence (not out) 26, Bennett (not out) 10, extras 7; total for 5 wickets, 110. bbox=[641, 458, 787, 527]
paragraph: A match, five rinks a-side, was played between the New South Wales and Auckland bowlers to-day, on the Auckland Club's Green. The turf was fast and true, and though the visitors opened none too well, they improved as the game progressed, and won on the aggregate by 18 points, scoring 104 to 89. The rubber will be played to-morrow—four rinks a-side. bbox=[955, 1664, 1101, 1791]
paragraph: The Morning Post asserts that Great Britain had informally assured Mr Elihu Root that the "Swettenham incident" will be investigated, and if the letter was not justified it would be disavowed and an apology offered. The Tribune is surprised at Mr bbox=[13, 2073, 159, 2165]
byline: By Telegraph—Press Association—Copyright. bbox=[13, 102, 159, 126]
paragraph: Two more sawmills have been completely destroyed. bbox=[798, 256, 944, 279]
byline: By Telegraph—Press Association. bbox=[641, 105, 787, 116]
paragraph: Won by a foot. Time, 22 3-5sec. bbox=[484, 1765, 630, 1777]
paragraph: Bradbury, from scratch, gradually drew up on the leaders, and half a lap from home he came away and won easily. The time was 4min 23sec., which is 3sec slower than the time put up by Hector Burke, of Dunedin, at the New Zealand Championship Meeting. bbox=[484, 1363, 630, 1455]
article-subheadline: NINETEEN PEOPLE KILLED. bbox=[170, 847, 316, 858]
result-line: A. C. Williams, 14yds ... 2 bbox=[498, 1741, 630, 1752]
